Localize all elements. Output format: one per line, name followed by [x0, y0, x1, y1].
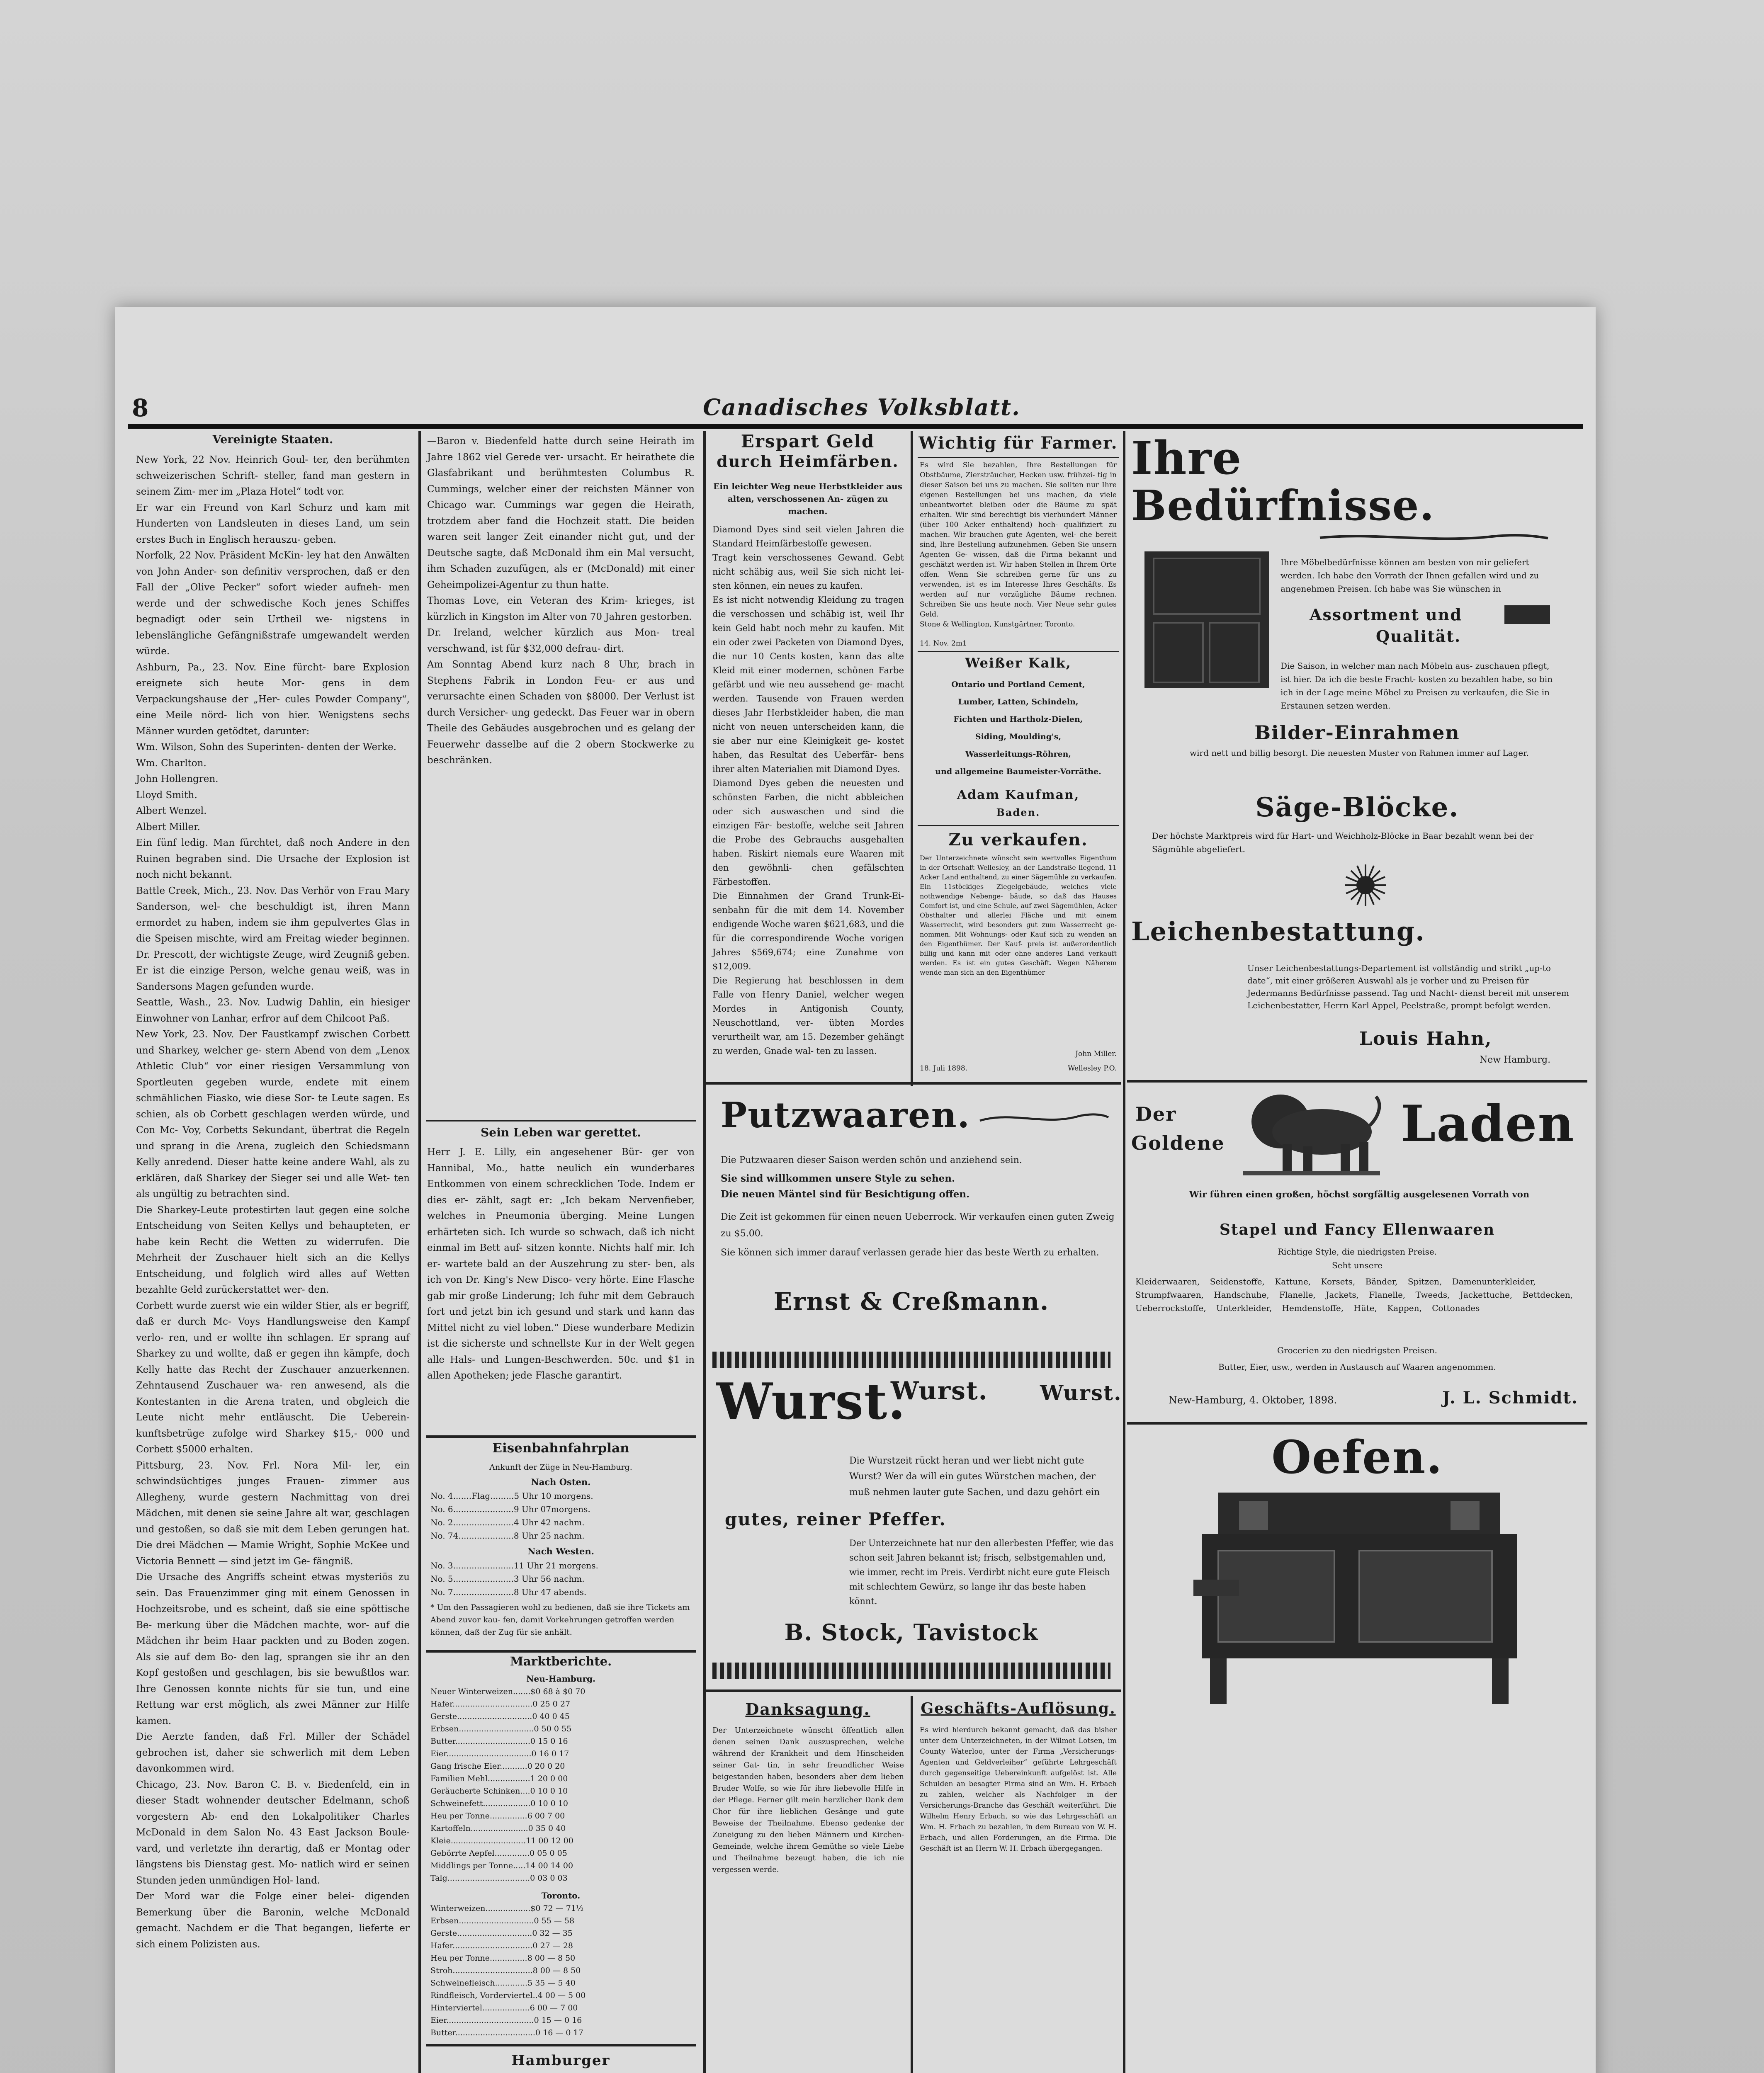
col2-divider-a — [426, 1120, 696, 1121]
masthead-title: Canadisches Volksblatt. — [703, 394, 1020, 420]
wurst-pepper: gutes, reiner Pfeffer. — [725, 1509, 946, 1529]
page-number: 8 — [132, 394, 149, 422]
col2-body-top: —Baron v. Biedenfeld hatte durch seine Heirath im Jahre 1862 viel Gerede ver- ursacht. Er heirathete die Glasfabrikant und berühmtesten Columbus R. Cummings, welcher einer der reichsten Männer von Chicago war. Cummings war gegen die Heirath, trotzdem aber fand die Hochzeit statt. Die beiden waren seit langer Zeit einander nicht gut, und der Deutsche sagte, daß McDonald ihm ein Mal versucht, ihm Schaden zuzufügen, als er (McDonald) mit einer Geheimpolizei-Agentur zu thun hatte. Thomas Love, ein Veteran des Krim- krieges, ist kürzlich in Kingston im Alter von 70 Jahren gestorben. Dr. Ireland, welcher kürzlich aus Mon- treal verschwand, ist für $32,000 defrau- dirt. Am Sonntag Abend kurz nach 8 Uhr, brach in Stephens Fabrik in London Feu- er aus und verursachte einen Schaden von $8000. Der Verlust ist durch Versicher- ung gedeckt. Das Feuer war in obern Theile des Gebäudes ausgebrochen und es gelang der Feuerwehr dasselbe auf die 2 obern Stockwerke zu beschränken. — [427, 436, 695, 766]
market-row: Geräucherte Schinken....0 10 0 10 — [430, 1787, 568, 1796]
market-row: Winterweizen..................$0 72 — 71½ — [430, 1904, 584, 1913]
railway-east-list — [430, 1489, 692, 1542]
funeral-heading: Leichenbestattung. — [1131, 916, 1425, 947]
sale-owner: John Miller. — [1075, 1050, 1117, 1058]
putz-bottom-rule — [706, 1689, 1121, 1692]
funeral-town: New Hamburg. — [1480, 1055, 1551, 1065]
furniture-cabinet-illustration — [1144, 551, 1269, 688]
lion-grocery: Grocerien zu den niedrigsten Preisen. — [1277, 1345, 1437, 1355]
market-row: Schweinefleisch.............5 35 — 5 40 — [430, 1978, 576, 1988]
market-row: Gerste..............................0 32 — 35 — [430, 1929, 573, 1938]
market-row: Hinterviertel...................6 00 — 7 00 — [430, 2003, 578, 2012]
col5-divider-a — [1127, 1080, 1587, 1083]
col2-divider-d — [426, 2044, 696, 2046]
funeral-owner: Louis Hahn, — [1359, 1028, 1492, 1049]
railway-west-list — [430, 1559, 692, 1599]
lion-laden: Laden — [1401, 1095, 1575, 1153]
railway-west-row: No. 3.......................11 Uhr 21 morgens. — [430, 1561, 598, 1571]
lime-line: Fichten und Hartholz-Dielen, — [953, 715, 1083, 724]
col2-story-heading: Sein Leben war gerettet. — [481, 1126, 641, 1139]
column-rule-3b — [911, 1696, 913, 2073]
ornament-band-top — [712, 1352, 1110, 1368]
railway-subheading: Ankunft der Züge in Neu-Hamburg. — [489, 1463, 632, 1472]
wurst-body: Die Wurstzeit rückt heran und wer liebt nicht gute Wurst? Wer da will ein gutes Würstchen machen, der muß nehmen lauter gute Sachen, und dazu gehört ein — [849, 1456, 1100, 1498]
lion-der: Der — [1135, 1103, 1177, 1125]
logs-heading: Säge-Blöcke. — [1255, 792, 1459, 823]
col5-flourish — [1318, 532, 1550, 544]
railway-east-label: Nach Osten. — [531, 1477, 591, 1487]
sun-ornament-icon — [1343, 862, 1388, 908]
market-row: Kleie..............................11 00 12 00 — [430, 1836, 573, 1845]
col4-divider-a — [918, 651, 1119, 652]
market-toronto-list — [430, 1902, 692, 2039]
lion-goods: Kleiderwaaren, Seidenstoffe, Kattune, Korsets, Bänder, Spitzen, Damenunterkleider, Strumpfwaaren, Handschuhe, Flanelle, Jackets, Flanelle, Tweeds, Jackettuche, Bettdecken, Ueberrockstoffe, Unterkleider, Hemdenstoffe, Hüte, Kappen, Cottonades — [1135, 1277, 1583, 1313]
lion-owner: J. L. Schmidt. — [1442, 1388, 1578, 1408]
lion-intro: Wir führen einen großen, höchst sorgfältig ausgelesenen Vorrath von — [1189, 1189, 1529, 1199]
lime-line: Lumber, Latten, Schindeln, — [958, 697, 1079, 706]
market-row: Gerste..............................0 40 0 45 — [430, 1712, 570, 1721]
mill-hamburger: Hamburger — [511, 2052, 610, 2069]
frames-heading: Bilder-Einrahmen — [1254, 721, 1460, 744]
season-text: Die Saison, in welcher man nach Möbeln aus- zuschauen pflegt, ist hier. Da ich die beste Fracht- kosten zu bezahlen habe, so bin ich in der Lage meine Möbel zu Preisen zu verkaufen, die Sie in Erstaunen setzen werden. — [1280, 661, 1555, 711]
sale-body: Der Unterzeichnete wünscht sein wertvolles Eigenthum in der Ortschaft Wellesley, an der Landstraße liegend, 11 Acker Land enthaltend, zu einer Sägemühle zu verkaufen. Ein 11stöckiges Ziegelgebäude, welches viele nothwendige Nebenge- bäude, so daß das Hauses Comfort ist, und eine Schule, auf zwei Sägemühlen, Acker Obsthalter und allerlei Fläche und mit einem Wasserrecht, wird besonders gut zum Wasserrecht ge- nommen. Mit Wohnungs- oder Kauf sich zu wenden an den Eigenthümer. Der Kauf- preis ist außerordentlich billig und kann mit oder ohne anderes Land verkauft werden. Es ist ein gutes Geschäft. Wegen Näherem wende man sich an den Eigenthümer — [920, 854, 1119, 976]
sale-place: Wellesley P.O. — [1067, 1064, 1117, 1073]
railway-west-row: No. 5.......................3 Uhr 56 nachm. — [430, 1574, 585, 1584]
market-row: Rindfleisch, Vorderviertel..4 00 — 5 00 — [430, 1991, 586, 2000]
market-row: Talg.................................0 03 0 03 — [430, 1874, 568, 1883]
market-row: Hafer................................0 25 0 27 — [430, 1699, 571, 1709]
column-rule-3 — [1123, 431, 1125, 2073]
market-row: Stroh................................8 00 — 8 50 — [430, 1966, 581, 1975]
market-heading: Marktberichte. — [510, 1654, 612, 1668]
col5-heading-1: Ihre — [1131, 431, 1242, 485]
railway-east-row: No. 6.......................9 Uhr 07morgens. — [430, 1504, 590, 1514]
sale-heading: Zu verkaufen. — [948, 830, 1088, 850]
putz-line1: Die Putzwaaren dieser Saison werden schön und anziehend sein. — [721, 1155, 1022, 1165]
lion-seht: Seht unsere — [1332, 1260, 1383, 1270]
lime-owner: Adam Kaufman, — [957, 788, 1080, 802]
market-row: Eier..................................0 16 0 17 — [430, 1749, 569, 1758]
market-row: Familien Mehl.................1 20 0 00 — [430, 1774, 568, 1783]
dissolution-heading: Geschäfts-Auflösung. — [921, 1700, 1116, 1717]
col2-story-body: Herr J. E. Lilly, ein angesehener Bür- ger von Hannibal, Mo., hatte neulich ein wunderbares Entkommen von einem schrecklichen Tode. Indem er dies er- zählt, sagt er: „Ich bekam Nervenfieber, welches in Pneumonia überging. Meine Lungen erhärteten sich. Ich wurde so schwach, daß ich nicht einmal im Bett auf- sitzen konnte. Nichts half mir. Ich er- wartete bald an der Auszehrung zu ster- ben, als ich von Dr. King's New Disco- very hörte. Eine Flasche gab mir große Linderung; Ich fuhr mit dem Gebrauch fort und jetzt bin ich gesund und stark und kann das Mittel nicht zu viel loben.“ Diese wunderbare Medizin ist die sicherste und schnellste Kur in der Welt gegen alle Hals- und Lungen-Beschwerden. 50c. und $1 in allen Apotheken; jede Flasche garantirt. — [427, 1147, 698, 1381]
market-sub-hamburg: Neu-Hamburg. — [526, 1674, 595, 1684]
sale-dateline: 18. Juli 1898. — [920, 1064, 968, 1073]
market-row: Middlings per Tonne.....14 00 14 00 — [430, 1861, 573, 1870]
market-row: Neuer Winterweizen.......$0 68 à $0 70 — [430, 1687, 586, 1696]
wurst-mid: Wurst. — [891, 1376, 988, 1405]
assortment-2: Qualität. — [1376, 627, 1461, 646]
lion-goldene: Goldene — [1131, 1132, 1225, 1154]
railway-west-label: Nach Westen. — [527, 1546, 594, 1556]
putz-line5: Sie können sich immer darauf verlassen gerade hier das beste Werth zu erhalten. — [721, 1248, 1099, 1258]
putz-heading: Putzwaaren. — [721, 1095, 970, 1136]
lime-line: Wasserleitungs-Röhren, — [965, 750, 1072, 759]
furniture-text: Ihre Möbelbedürfnisse können am besten von mir geliefert werden. Ich habe den Vorrath der Ihnen gefallen wird und zu angenehmen Preisen. Ich habe was Sie wünschen in — [1280, 557, 1542, 594]
market-row: Erbsen..............................0 50 0 55 — [430, 1724, 572, 1733]
market-row: Gang frische Eier...........0 20 0 20 — [430, 1762, 565, 1771]
col4-divider-b — [918, 825, 1119, 826]
col1-body: New York, 22 Nov. Heinrich Goul- ter, den berühmten schweizerischen Schrift- steller, fand man gestern in seinem Zim- mer im „Plaza Hotel“ todt vor. Er war ein Freund von Karl Schurz und kam mit Hunderten von Landsleuten in dieses Land, um sein erstes Buch in Englisch herauszu- geben. Norfolk, 22 Nov. Präsident McKin- ley hat den Anwälten von John Ander- son definitiv versprochen, daß er den Fall der „Olive Pecker“ sofort wieder aufneh- men werde und der schwedische Koch jenes Schiffes begnadigt oder sein Urtheil we- nigstens in lebenslängliche Gefängnißstrafe umgewandelt werden würde. Ashburn, Pa., 23. Nov. Eine fürcht- bare Explosion ereignete sich heute Mor- gens in dem Verpackungshause der „Her- cules Powder Company“, eine Meile nörd- lich von hier. Wenigstens sechs Männer wurden getödtet, darunter: Wm. Wilson, Sohn des Superinten- denten der Werke. Wm. Charlton. John Hollengren. Lloyd Smith. Albert Wenzel. Albert Miller. Ein fünf ledig. Man fürchtet, daß noch Andere in den Ruinen begraben sind. Die Ursache der Explosion ist noch nicht bekannt. Battle Creek, Mich., 23. Nov. Das Verhör von Frau Mary Sanderson, wel- che beschuldigt ist, ihren Mann ermordet zu haben, indem sie ihm gepulvertes Glas in die Speisen mischte, wird am Freitag wieder beginnen. Dr. Prescott, der wichtigste Zeuge, wird Zeugniß geben. Er ist die einzige Person, welche genau weiß, was in Sandersons Magen gefunden wurde. Seattle, Wash., 23. Nov. Ludwig Dahlin, ein hiesiger Einwohner von Lanhar, erfror auf dem Chilcoot Paß. New York, 23. Nov. Der Faustkampf zwischen Corbett und Sharkey, welcher ge- stern Abend von dem „Lenox Athletic Club“ vor einer riesigen Versammlung von Sportleuten gegeben wurde, endete mit einem schmählichen Fiasko, wie diese Sor- te Leute sagen. Es schien, als ob Corbett geschlagen werden würde, und Con Mc- Voy, Corbetts Sekundant, übertrat die Regeln und sprang in die Arena, zugleich den Schiedsmann Kelly anredend. Dieser hatte keine andere Wahl, als zu erklären, daß Sharkey der Sieger sei und alle Wet- ten als ungültig zu betrachten sind. Die Sharkey-Leute protestirten laut gegen eine solche Entscheidung von Seiten Kellys und behaupteten, er habe kein Recht die Wetten zu widerrufen. Die Mehrheit der Zuschauer hielt sich an die Kellys Entscheidung, und folglich wird alles auf Wetten bezahlte Geld zurückerstattet wer- den. Corbett wurde zuerst wie ein wilder Stier, als er begriff, daß er durch Mc- Voys Handlungsweise den Kampf verlo- ren, und er wollte ihn schlagen. Er sprang auf Sharkey zu und wollte, daß er gegen ihn kämpfe, doch Kelly hatte das Recht der Zuschauer anzuerkennen. Zehntausend Zuschauer wa- ren anwesend, als die Kontestanten in die Arena traten, und obgleich die Leute nicht mehr entläuscht. Die Ueberein- kunftsbetrüge zufolge wird Sharkey $15,- 000 und Corbett $5000 erhalten. Pittsburg, 23. Nov. Frl. Nora Mil- ler, ein schwindsüchtiges junges Frauen- zimmer aus Allegheny, wurde gestern Nachmittag von drei Mädchen, mit denen sie seine Jahre alt war, geschlagen und gestoßen, so daß sie mit dem Leben gerungen hat. Die drei Mädchen — Mamie Wright, Sophie McKee und Victoria Bennett — sind jetzt im Ge- fängniß. Die Ursache des Angriffs scheint etwas mysteriös zu sein. Das Frauenzimmer ging mit einem Genossen in Hochzeitsrobe, und es scheint, daß sie eine spöttische Be- merkung über die Mädchen machte, wor- auf die Mädchen ihr beim Haar packten und zu Boden zogen. Als sie auf dem Bo- den lag, sprangen sie ihr an den Kopf gestoßen und geschlagen, bis sie bewußtlos war. Ihre Genossen konnte nichts für sie tun, und eine Rettung war erst möglich, als zwei Männer zur Hilfe kamen. Die Aerzte fanden, daß Frl. Miller der Schädel gebrochen ist, daher sie schwerlich mit dem Leben davonkommen wird. Chicago, 23. Nov. Baron C. B. v. Biedenfeld, ein in dieser Stadt wohnender deutscher Edelmann, schoß vorgestern Ab- end den Lokalpolitiker Charles McDonald in dem Salon No. 43 East Jackson Boule- vard, und verletzte ihn derartig, daß er Montag oder längstens bis Dienstag gest. Mo- natlich wird er seinen Stunden jeden unmündigen Hol- land. Der Mord war die Folge einer belei- digenden Bemerkung über die Baronin, welche McDonald gemacht. Nachdem er die That begangen, lieferte er sich einem Polizisten aus. — [136, 454, 410, 1950]
column-rule-1 — [418, 431, 421, 2073]
market-row: Gebörrte Aepfel..............0 05 0 05 — [430, 1849, 567, 1858]
column-rule-2 — [703, 431, 706, 2073]
putz-line3: Die neuen Mäntel sind für Besichtigung offen. — [721, 1189, 970, 1200]
frames-text: wird nett und billig besorgt. Die neuesten Muster von Rahmen immer auf Lager. — [1190, 748, 1529, 758]
assortment-1: Assortment und — [1310, 605, 1462, 624]
market-row: Butter................................0 16 — 0 17 — [430, 2028, 583, 2037]
railway-note: * Um den Passagieren wohl zu bedienen, daß sie ihre Tickets am Abend zuvor kau- fen, damit Vorkehrungen getroffen werden können, daß der Zug für sie anhält. — [430, 1603, 692, 1637]
col3-body: Diamond Dyes sind seit vielen Jahren die Standard Heimfärbestoffe gewesen. Tragt kein verschossenes Gewand. Gebt nicht schäbig aus, weil Sie sich nicht lei- sten können, ein neues zu kaufen. Es ist nicht notwendig Kleidung zu tragen die verschossen und schäbig ist, weil Ihr kein Geld habt noch mehr zu kaufen. Mit ein oder zwei Packeten von Diamond Dyes, die nur 10 Cents kosten, kann das alte Kleid mit einer modernen, schönen Farbe gefärbt und wie neu aussehend ge- macht werden. Tausende von Frauen werden dieses Jahr Herbstkleider haben, die man nicht von neuen unterscheiden kann, die sie aber nur eine Kleinigkeit ge- kostet haben, das Resultat des Ueberfär- bens ihrer alten Materialien mit Diamond Dyes. Diamond Dyes geben die neuesten und schönsten Farben, die nicht abbleichen oder sich auswaschen und sind die einzigen Fär- bestoffe, welche seit Jahren die Probe des Gebrauchs ausgehalten haben. Riskirt niemals eure Waaren mit den gewöhnli- chen gefälschten Färbestoffen. Die Einnahmen der Grand Trunk-Ei- senbahn für die mit dem 14. November endigende Woche waren $621,683, und die für die correspondirende Woche vorigen Jahres $569,674; eine Zunahme von $12,009. Die Regierung hat beschlossen in dem Falle von Henry Daniel, welcher wegen Mordes in Antigonish County, Neuschottland, ver- übten Mordes verurtheilt war, am 15. Dezember gehängt zu werden, Gnade wal- ten zu lassen. — [712, 524, 904, 1056]
lion-dateline: New-Hamburg, 4. Oktober, 1898. — [1169, 1394, 1337, 1406]
funeral-text: Unser Leichenbestattungs-Departement ist vollständig und strikt „up-to date“, mit einer größeren Auswahl als je vorher und zu Preisen für Jedermanns Bedürfnisse passend. Tag und Nacht- dienst bereit mit unserem Leichenbestatter, Herrn Karl Appel, Peelstraße, prompt befolgt werden. — [1247, 963, 1572, 1010]
col4-heading-rule — [918, 457, 1119, 458]
wurst-big: Wurst. — [717, 1372, 906, 1431]
market-row: Kartoffeln.......................0 35 0 40 — [430, 1824, 566, 1833]
masthead-rule — [128, 424, 1583, 429]
stove-illustration — [1193, 1488, 1525, 1716]
railway-heading: Eisenbahnfahrplan — [492, 1441, 629, 1456]
lion-icon — [1235, 1086, 1384, 1177]
col5-divider-b — [1127, 1422, 1587, 1425]
lime-line: Ontario und Portland Cement, — [951, 680, 1085, 689]
lion-style: Richtige Style, die niedrigsten Preise. — [1277, 1247, 1437, 1257]
thanks-body: Der Unterzeichnete wünscht öffentlich allen denen seinen Dank auszusprechen, welche während der Krankheit und dem Hinscheiden seiner Gat- tin, in sehr freundlicher Weise beigestanden haben, besonders aber dem lieben Bruder Wolfe, so wie für ihre liebevolle Hilfe in der Pflege. Ferner gilt mein herzlicher Dank dem Chor für ihre lieblichen Gesänge und gute Beweise der Theilnahme. Ebenso gedenke der Zuneigung zu den lieben Männern und Kirchen- Gemeinde, welche ihrem Gemüthe so viele Liebe und Theilnahme bezeugt haben, die ich nie vergessen werde. — [712, 1726, 906, 1874]
putz-line4: Die Zeit ist gekommen für einen neuen Ueberrock. Wir verkaufen einen guten Zweig zu $5.00. — [721, 1212, 1118, 1239]
lime-line: Siding, Moulding's, — [975, 732, 1062, 741]
lime-town: Baden. — [996, 806, 1040, 818]
col3-heading-2: durch Heimfärben. — [717, 452, 899, 471]
market-row: Eier...................................0 15 — 0 16 — [430, 2016, 582, 2025]
col4-heading: Wichtig für Farmer. — [918, 433, 1118, 453]
market-sub-toronto: Toronto. — [541, 1891, 581, 1901]
col2-divider-b — [426, 1435, 696, 1438]
lime-heading: Weißer Kalk, — [965, 655, 1072, 671]
col4-body: Es wird Sie bezahlen, Ihre Bestellungen für Obstbäume, Ziersträucher, Hecken usw. frühzei- tig in dieser Saison bei uns zu machen. Sie sollten nur Ihre eigenen Bestellungen bei uns machen, da viele unbeantwortet bleiben oder die Bäume zu spät erhalten. Wir sind berechtigt bis vierhundert Männer (über 100 Acker enthaltend) hoch- qualifiziert zu machen. Wir brauchen gute Agenten, wel- che bereit sind, Ihre Bestellung aufzunehmen. Geben Sie unsern Agenten Ge- wissen, daß die Firma bekannt und geschätzt werden ist. Wir haben Stellen in Ihrem Orte offen. Wenn Sie schreiben gerne für uns zu verwenden, ist es im Interesse Ihres Geschäfts. Es werden auf nur vorzügliche Bäume rechnen. Schreiben Sie uns heute noch. Vier Neue sehr gutes Geld. Stone & Wellington, Kunstgärtner, Toronto. — [920, 461, 1117, 629]
market-row: Butter..............................0 15 0 16 — [430, 1737, 568, 1746]
stoves-heading: Oefen. — [1271, 1430, 1443, 1484]
newspaper-page — [115, 307, 1596, 2073]
col4-dateline: 14. Nov. 2m1 — [920, 639, 967, 648]
market-row: Hafer................................0 27 — 28 — [430, 1941, 573, 1950]
lion-stock: Stapel und Fancy Ellenwaaren — [1219, 1221, 1495, 1238]
railway-west-row: No. 7.......................8 Uhr 47 abends. — [430, 1587, 587, 1597]
tool-illustration — [1504, 605, 1550, 624]
lion-trade: Butter, Eier, usw., werden in Austausch auf Waaren angenommen. — [1218, 1362, 1496, 1372]
col2-divider-c — [426, 1650, 696, 1653]
lime-line: und allgemeine Baumeister-Vorräthe. — [935, 767, 1101, 776]
putz-flourish — [978, 1109, 1110, 1126]
market-row: Erbsen..............................0 55 — 58 — [430, 1916, 575, 1925]
col3-intro: Ein leichter Weg neue Herbstkleider aus alten, verschossenen An- zügen zu machen. — [713, 481, 905, 516]
market-row: Heu per Tonne...............6 00 7 00 — [430, 1811, 565, 1821]
col3-heading-1: Erspart Geld — [741, 431, 875, 451]
thanks-heading: Danksagung. — [745, 1700, 870, 1719]
railway-east-row: No. 2.......................4 Uhr 42 nachm. — [430, 1517, 585, 1527]
dissolution-body: Es wird hierdurch bekannt gemacht, daß das bisher unter dem Unterzeichneten, in der Wilmot Lotsen, im County Waterloo, unter der Firma „Versicherungs-Agenten und Geldverleiher“ geführte Lehrgeschäft durch gegenseitige Uebereinkunft aufgelöst ist. Alle Schulden an besagter Firma sind an Wm. H. Erbach zu zahlen, welcher als Nachfolger in der Versicherungs-Branche das Geschäft weiterführt. Die Wilhelm Henry Erbach, so wie das Lehrgeschäft an Wm. H. Erbach zu bezahlen, in dem Bureau von W. H. Erbach, und allen Forderungen, an die Firma. Die Geschäft ist an Herrn W. H. Erbach übergegangen. — [920, 1726, 1119, 1853]
ornament-band-bottom — [712, 1663, 1110, 1679]
market-row: Heu per Tonne...............8 00 — 8 50 — [430, 1954, 576, 1963]
wurst-small: Wurst. — [1040, 1381, 1122, 1405]
wurst-firm: B. Stock, Tavistock — [784, 1619, 1039, 1646]
col5-heading-2: Bedürfnisse. — [1131, 481, 1435, 530]
column-rule-3a — [911, 431, 913, 1086]
wurst-body2: Der Unterzeichnete hat nur den allerbesten Pfeffer, wie das schon seit Jahren bekannt ist; frisch, selbstgemahlen und, wie immer, recht im Preis. Verdirbt nicht eure gute Fleisch mit schlechtem Gewürz, so lange ihr das beste haben könnt. — [849, 1538, 1117, 1606]
market-row: Schweinefett...................0 10 0 10 — [430, 1799, 568, 1808]
putz-line2: Sie sind willkommen unsere Style zu sehen. — [721, 1173, 955, 1184]
market-hamburg-list — [430, 1685, 692, 1884]
logs-text: Der höchste Marktpreis wird für Hart- und Weichholz-Blöcke in Baar bezahlt wenn bei der Sägmühle abgeliefert. — [1152, 831, 1536, 854]
railway-east-row: No. 74.....................8 Uhr 25 nachm. — [430, 1531, 585, 1541]
putz-top-rule — [706, 1082, 1121, 1085]
col1-heading: Vereinigte Staaten. — [212, 433, 333, 446]
railway-east-row: No. 4.......Flag.........5 Uhr 10 morgens. — [430, 1491, 593, 1501]
putz-firm: Ernst & Creßmann. — [773, 1287, 1050, 1316]
lime-list — [920, 676, 1117, 780]
